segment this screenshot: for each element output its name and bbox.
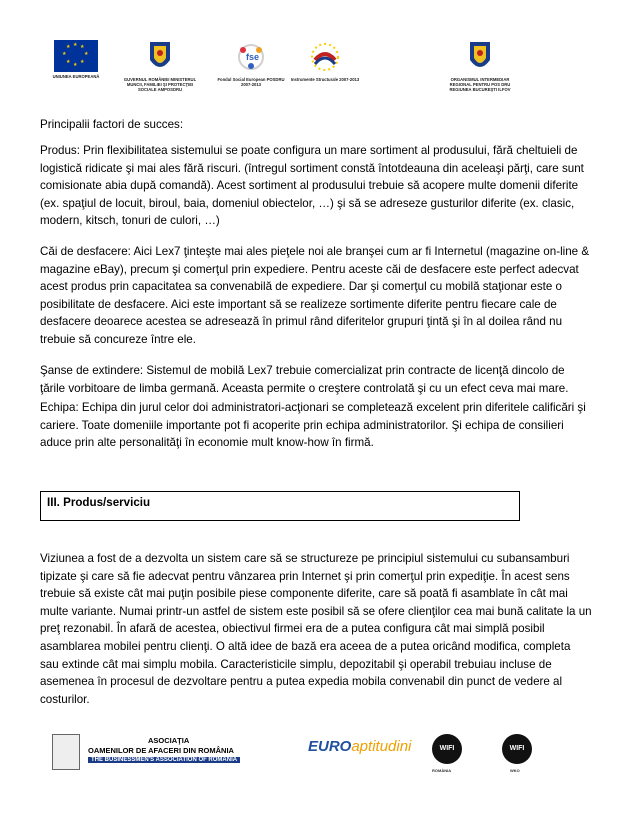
ministry-logo-caption: GUVERNUL ROMÂNIEI MINISTERUL MUNCII, FAMILIEI ŞI PROTECŢIEI SOCIALE AMPOSDRU [123,77,197,92]
eu-logo [46,40,106,79]
fse-logo-caption: Fondul Social European POSDRU 2007-2013 [217,77,285,87]
instrumente-logo [290,40,360,82]
euroaptitudini-part1: EURO [308,738,352,755]
svg-text:fse: fse [246,52,260,62]
fse-logo [216,40,286,87]
fse-star-icon [233,40,269,74]
intro-heading: Principalii factori de succes: [40,118,184,131]
produs-paragraph: Produs: Prin flexibilitatea sistemului se poate configura un mare sortiment al produsului, fără cheltuieli de logistică ridicate şi mai ales fără riscuri. (întregul sortiment constă întotdeauna din aceleaşi părţi, care sunt comisionate abia după comandă). Acest sortiment al produsului trebuie să acopere multe domenii diferite (ex. spaţiul de locuit, biroul, baia, domeniul obiectelor, …) şi să se adreseze gusturilor diferite (ex. clasic, modern, kitsch, tonuri de culori, …) [40,144,584,228]
echipa-block [40,399,592,452]
romania-crest-icon [148,40,172,74]
oir-crest-icon [468,40,492,74]
aoar-logo [52,734,262,772]
viziunea-paragraph: Viziunea a fost de a dezvolta un sistem care să se structureze pe principiul sistemului cu subansamburi tipizate şi care să fie adecvat pentru vânzarea prin Internet şi prin comerţul prin expediţie. În acest sens trebuie să existe cât mai puţin posibile piese componente diferite, care să poată fi asamblate în cât mai multe variante. Numai printr-un astfel de sistem este posibil să se ofere clienţilor cea mai bună calitate la un preţ rezonabil. În afară de acestea, obiectivul firmei era de a putea configura cât mai simplă posibil asamblarea mobilei pentru clienţi. O altă idee de bază era aceea de a putea oricând modifica, completa sau extinde cât mai simplu mobila. Caracteristicile simplu, depozitabil şi operabil trebuiau incluse de asemenea în procesul de dezvoltare pentru a putea expedia mobila convenabil din punct de vedere al costurilor. [40,552,592,706]
wifi-wko-caption: WKO [510,768,520,773]
oir-logo [440,40,520,92]
header-logos [40,40,600,104]
ministry-logo [120,40,200,92]
cai-block [40,243,592,349]
oir-logo-caption: ORGANISMUL INTERMEDIAR REGIONAL PENTRU POS DRU REGIUNEA BUCUREŞTI ILFOV [449,77,511,92]
eu-flag-icon: ★ ★ ★ ★ ★ ★ ★ ★ [54,40,98,72]
viziunea-block [40,550,592,708]
cai-desfacere-paragraph: Căi de desfacere: Aici Lex7 ţinteşte mai ales pieţele noi ale branşei cum ar fi Internetul (magazine on-line & magazine eBay), precum şi comerţul prin expediere. Pentru aceste căi de desfacere este perfect adecvat acest produs prin capacitatea sa convenabilă de expediere. Dar şi comerţul cu mobilă staţionar este o posibilitate de desfacere. Aici este important să se realizeze sortimente diferite pentru fiecare cale de desfacere deoarece acestea se adresează în primul rând diferitelor grupuri ţintă şi în al doilea rând nu trebuie să concureze între ele. [40,245,590,346]
aoar-line2: OAMENILOR DE AFACERI DIN ROMÂNIA [88,746,234,755]
aoar-line1: ASOCIAŢIA [148,736,190,745]
instrumente-logo-caption: Instrumente Structurale 2007-2013 [290,77,360,82]
euroaptitudini-logo [308,738,411,755]
intro-heading-block [40,116,592,134]
sanse-block [40,362,592,397]
aoar-sigma-icon [52,734,80,770]
footer-logos [40,728,600,776]
aoar-line3: THE BUSINESSMEN'S ASSOCIATION OF ROMANIA [88,757,240,763]
section-title: III. Produs/serviciu [47,496,151,509]
sanse-extindere-paragraph: Şanse de extindere: Sistemul de mobilă Lex7 trebuie comercializat prin contracte de licenţă dincolo de ţările vorbitoare de limba germană. Aceasta permite o creştere controlată şi cu un efect ceva mai mare. [40,364,569,395]
produs-block [40,142,592,230]
wifi-romania-icon: WIFI [432,734,462,764]
echipa-paragraph: Echipa: Echipa din jurul celor doi administratori-acţionari se completează excelent prin diferitele calificări şi cariere. Toate domeniile importante pot fi acoperite prin echipa administratorilor. Şi echipa de consilieri aduce prin alte personalităţi în economie mult know-how în firmă. [40,401,586,450]
wifi-wko-icon: WIFI [502,734,532,764]
section-heading-box [40,491,520,521]
wifi-romania-caption: ROMÂNIA [432,768,452,773]
instrumente-structurale-icon [307,40,343,74]
euroaptitudini-part2: aptitudini [351,738,412,755]
eu-logo-caption: UNIUNEA EUROPEANĂ [52,74,100,79]
